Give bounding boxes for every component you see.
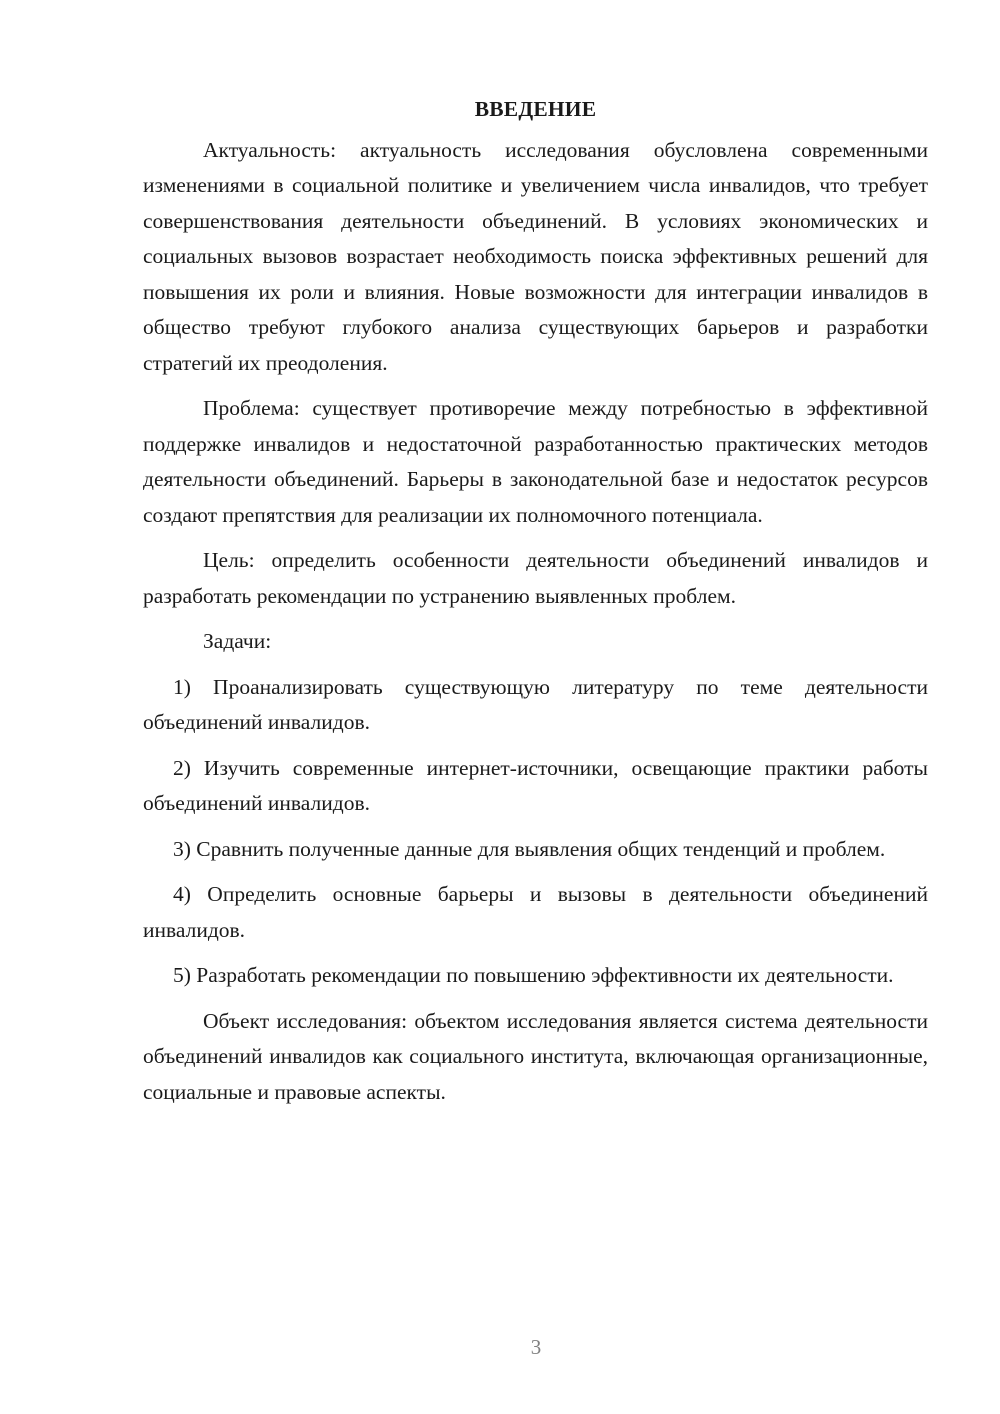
task-item-3: 3) Сравнить полученные данные для выявления общих тенденций и проблем. — [173, 836, 886, 861]
task-item-5: 5) Разработать рекомендации по повышению эффективности их деятельности. — [173, 963, 894, 987]
page-content — [143, 92, 928, 1120]
task-item-4: 4) Определить основные барьеры и вызовы в деятельности объединений инвалидов. — [143, 882, 928, 942]
task-item-1: 1) Проанализировать существующую литературу по теме деятельности объединений инвалидов. — [143, 674, 928, 734]
page-number: 3 — [530, 1335, 542, 1359]
task-item-2: 2) Изучить современные интернет-источники, освещающие практики работы объединений инвалидов. — [143, 755, 928, 815]
tasks-label: Задачи: — [203, 629, 272, 653]
paragraph-relevance: Актуальность: актуальность исследования обусловлена современными изменениями в социальной политике и увеличением числа инвалидов, что требует совершенствования деятельности объединений. В условиях экономических и социальных вызовов возрастает необходимость поиска эффективных решений для повышения их роли и влияния. Новые возможности для интеграции инвалидов в общество требуют глубокого анализа существующих барьеров и разработки стратегий их преодоления. — [143, 137, 928, 375]
paragraph-object: Объект исследования: объектом исследования является система деятельности объединений инвалидов как социального института, включающая организационные, социальные и правовые аспекты. — [143, 1008, 928, 1104]
paragraph-problem: Проблема: существует противоречие между потребностью в эффективной поддержке инвалидов и недостаточной разработанностью практических методов деятельности объединений. Барьеры в законодательной базе и недостаток ресурсов создают препятствия для реализации их полномочного потенциала. — [143, 396, 928, 527]
section-heading: ВВЕДЕНИЕ — [474, 97, 597, 121]
paragraph-goal: Цель: определить особенности деятельности объединений инвалидов и разработать рекомендации по устранению выявленных проблем. — [143, 548, 928, 608]
